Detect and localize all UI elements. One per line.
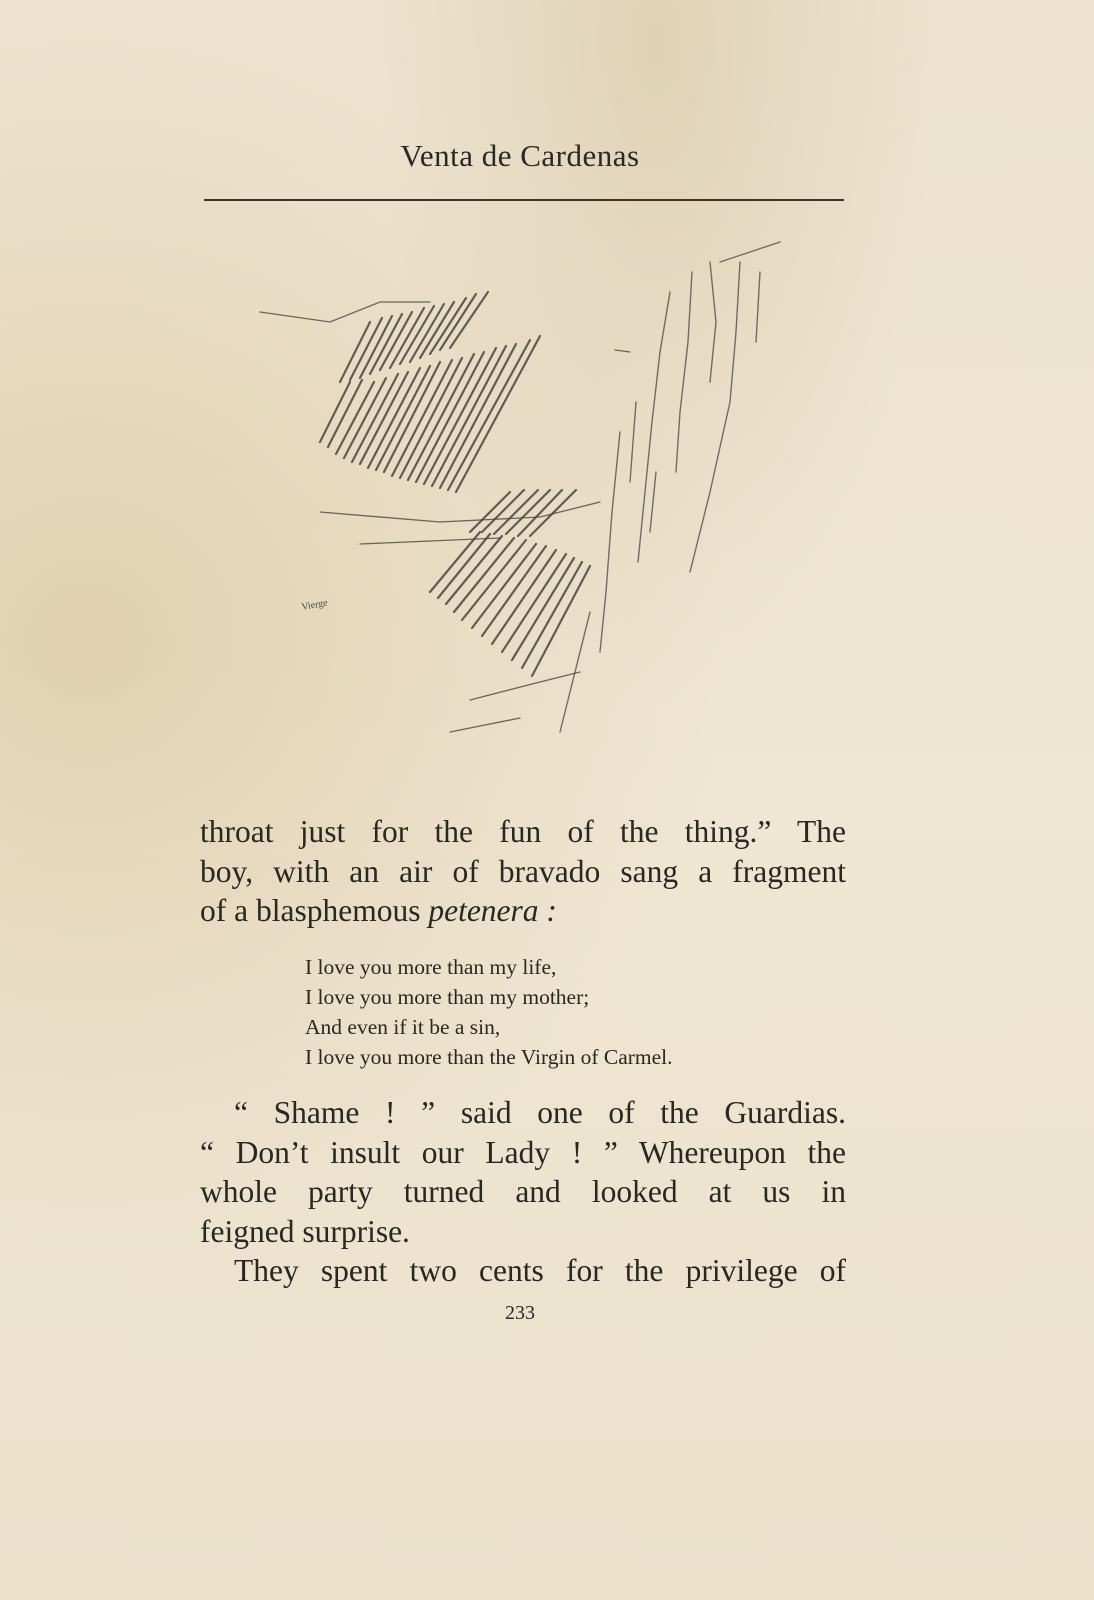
paragraph-1-line-3-start: of a blasphemous <box>200 893 429 928</box>
page-number: 233 <box>505 1302 535 1324</box>
head-rule <box>204 199 844 201</box>
paragraph-3-line-1: They spent two cents for the privilege of <box>234 1253 846 1288</box>
paragraph-1 <box>200 812 846 931</box>
verse-block <box>305 952 673 1072</box>
artist-mark: Vierge <box>300 597 329 613</box>
running-head: Venta de Cardenas <box>400 138 640 173</box>
paragraph-1-line-3 <box>200 891 846 931</box>
paragraph-3 <box>200 1251 846 1291</box>
paragraph-2 <box>200 1093 846 1251</box>
paragraph-2-line-4: feigned surprise. <box>200 1213 410 1249</box>
verse-line: I love you more than my life, <box>305 955 557 979</box>
paragraph-2-line-3: whole party turned and looked at us in <box>200 1174 846 1209</box>
verse-line: I love you more than my mother; <box>305 985 590 1009</box>
paragraph-2-line-1: “ Shame ! ” said one of the Guardias. <box>234 1095 846 1130</box>
paragraph-1-line-2: boy, with an air of bravado sang a fragment <box>200 853 846 889</box>
rock-outcrop-sketch-icon <box>240 232 820 772</box>
verse-line: And even if it be a sin, <box>305 1015 501 1039</box>
paragraph-1-line-1: throat just for the fun of the thing.” The <box>200 814 846 849</box>
petenera-italic: petenera : <box>428 893 557 928</box>
verse-line: I love you more than the Virgin of Carmel. <box>305 1045 673 1069</box>
paragraph-2-line-2: “ Don’t insult our Lady ! ” Whereupon the <box>200 1134 846 1170</box>
